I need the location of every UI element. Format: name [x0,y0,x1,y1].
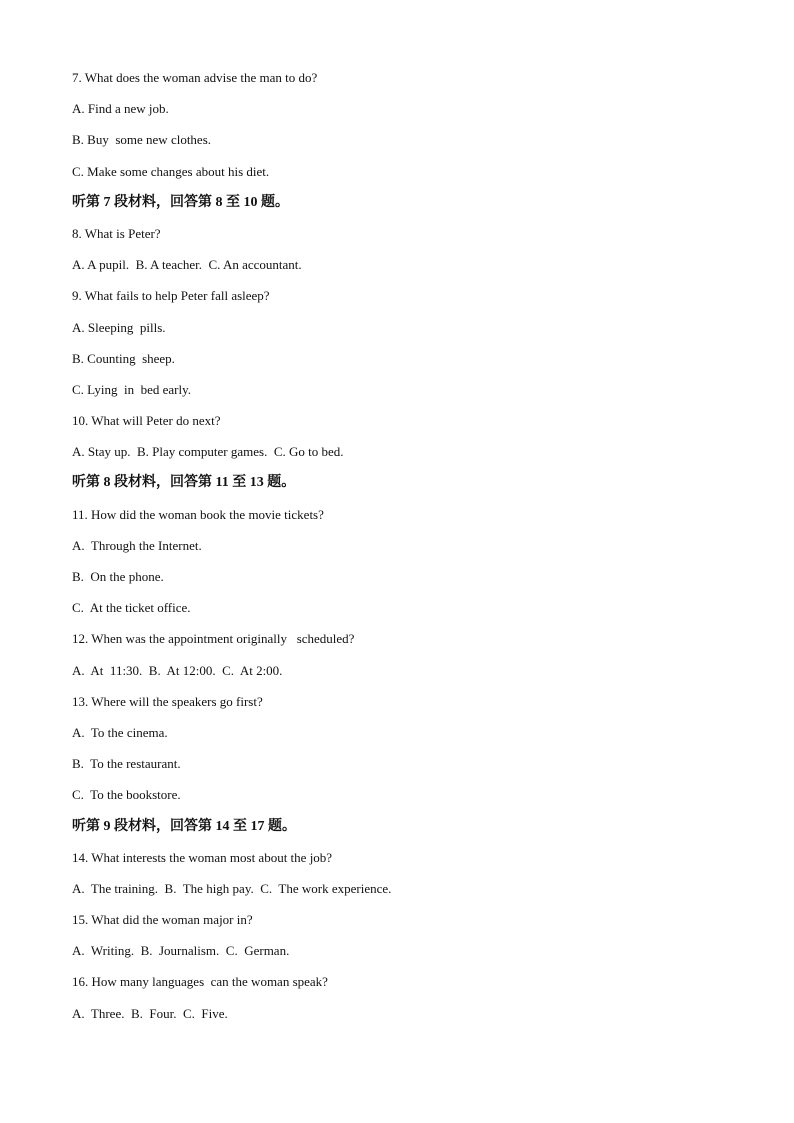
question-9: 9. What fails to help Peter fall asleep? [72,288,270,304]
options-10: A. Stay up. B. Play computer games. C. Go to bed. [72,444,344,460]
option-7a: A. Find a new job. [72,101,169,117]
question-11: 11. How did the woman book the movie tickets? [72,506,324,522]
options-8: A. A pupil. B. A teacher. C. An accountant. [72,257,302,273]
options-12: A. At 11:30. B. At 12:00. C. At 2:00. [72,662,283,678]
question-13: 13. Where will the speakers go first? [72,693,263,709]
option-11a: A. Through the Internet. [72,537,202,553]
options-16: A. Three. B. Four. C. Five. [72,1005,228,1021]
option-11c: C. At the ticket office. [72,600,191,616]
question-16: 16. How many languages can the woman speak? [72,974,328,990]
option-7b: B. Buy some new clothes. [72,132,212,148]
option-13b: B. To the restaurant. [72,756,181,772]
question-14: 14. What interests the woman most about the job? [72,849,333,865]
option-9c: C. Lying in bed early. [72,381,192,397]
section-heading-7: 听第 7 段材料，回答第 8 至 10 题。 [72,194,289,210]
options-15: A. Writing. B. Journalism. C. German. [72,943,290,959]
section-heading-8: 听第 8 段材料，回答第 11 至 13 题。 [72,475,296,491]
option-13c: C. To the bookstore. [72,787,181,803]
option-9b: B. Counting sheep. [72,350,175,366]
option-9a: A. Sleeping pills. [72,319,166,335]
question-15: 15. What did the woman major in? [72,912,253,928]
option-11b: B. On the phone. [72,569,164,584]
question-7: 7. What does the woman advise the man to do? [72,70,318,85]
option-13a: A. To the cinema. [72,724,168,740]
option-7c: C. Make some changes about his diet. [72,163,270,179]
document-page [72,62,762,1029]
options-14: A. The training. B. The high pay. C. The work experience. [72,880,392,896]
question-8: 8. What is Peter? [72,225,161,241]
section-heading-9: 听第 9 段材料，回答第 14 至 17 题。 [72,818,296,834]
question-10: 10. What will Peter do next? [72,413,221,429]
question-12: 12. When was the appointment originally scheduled? [72,631,355,647]
